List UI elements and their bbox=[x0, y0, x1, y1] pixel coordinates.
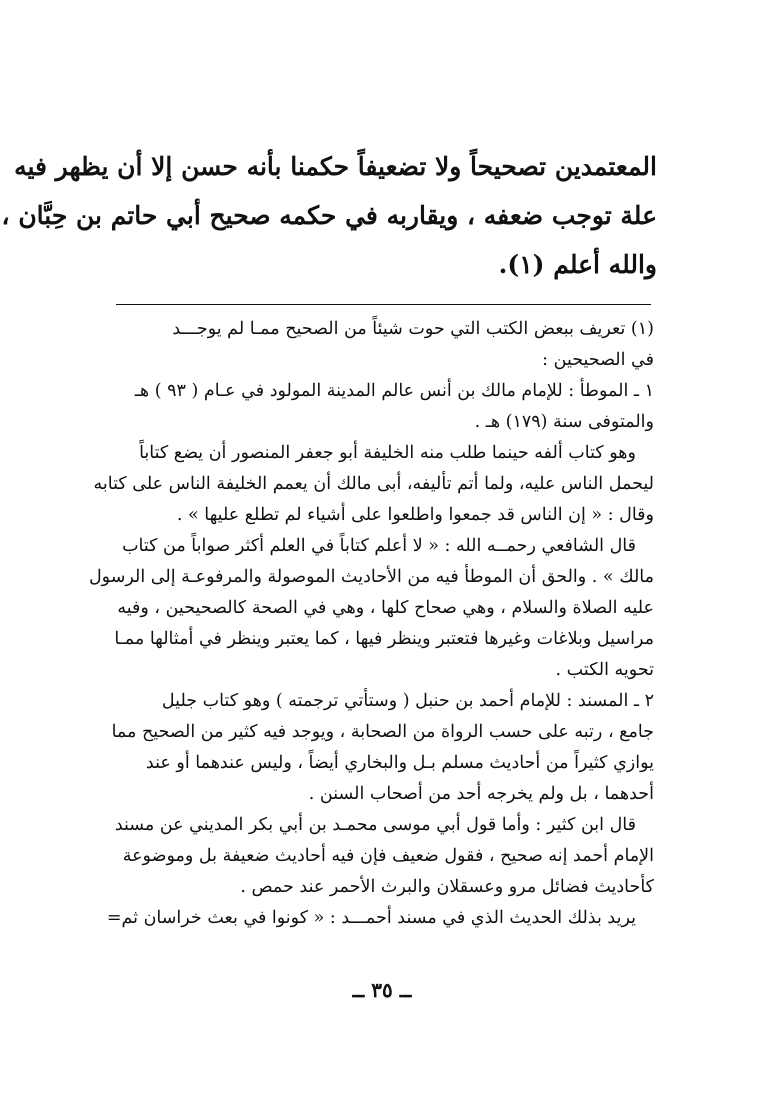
footnote-line: يوازي كثيراً من أحاديث مسلم بـل والبخاري أيضاً ، وليس عندهما أو عند bbox=[145, 753, 654, 773]
footnote-line: في الصحيحين : bbox=[542, 350, 654, 370]
footnote-line: مالك » . والحق أن الموطأ فيه من الأحاديث الموصولة والمرفوعـة إلى الرسول bbox=[88, 567, 654, 587]
footnote-line: وهو كتاب ألفه حينما طلب منه الخليفة أبو جعفر المنصور أن يضع كتاباً bbox=[139, 443, 636, 463]
footnote-line: يريد بذلك الحديث الذي في مسند أحمـــد : « كونوا في بعث خراسان ثم= bbox=[106, 908, 636, 928]
footnote-line: أحدهما ، بل ولم يخرجه أحد من أصحاب السنن . bbox=[308, 784, 654, 804]
footnote-divider bbox=[116, 304, 651, 305]
main-text-line: المعتمدين تصحيحاً ولا تضعيفاً حكمنا بأنه حسن إلا أن يظهر فيه bbox=[14, 152, 657, 181]
footnote-line: مراسيل وبلاغات وغيرها فتعتبر وينظر فيها ، كما يعتبر وينظر في أمثالها ممـا bbox=[114, 629, 654, 649]
footnote-line: قال ابن كثير : وأما قول أبي موسى محمـد بن أبي بكر المديني عن مسند bbox=[114, 815, 636, 835]
footnote-line: جامع ، رتبه على حسب الرواة من الصحابة ، ويوجد فيه كثير من الصحيح مما bbox=[111, 722, 654, 742]
footnote-line: وقال : « إن الناس قد جمعوا واطلعوا على أشياء لم تطلع عليها » . bbox=[176, 505, 654, 525]
main-text-block bbox=[1, 142, 657, 289]
footnote-line: ليحمل الناس عليه، ولما أتم تأليفه، أبى مالك أن يعمم الخليفة الناس على كتابه bbox=[93, 474, 654, 494]
footnote-line: تحويه الكتب . bbox=[555, 660, 654, 680]
footnote-line: عليه الصلاة والسلام ، وهي صحاح كلها ، وهي في الصحة كالصحيحين ، وفيه bbox=[117, 598, 654, 618]
footnote-line: كأحاديث فضائل مرو وعسقلان والبرث الأحمر عند حمص . bbox=[240, 877, 654, 897]
footnote-line: قال الشافعي رحمــه الله : « لا أعلم كتاباً في العلم أكثر صواباً من كتاب bbox=[122, 536, 636, 556]
footnote-line: (١) تعريف ببعض الكتب التي حوت شيئاً من الصحيح ممـا لم يوجـــد bbox=[172, 319, 654, 339]
footnote-line: ١ ـ الموطأ : للإمام مالك بن أنس عالم المدينة المولود في عـام ( ٩٣ ) هـ bbox=[134, 381, 654, 401]
footnote-line: الإمام أحمد إنه صحيح ، فقول ضعيف فإن فيه أحاديث ضعيفة بل وموضوعة bbox=[122, 846, 654, 866]
main-text-line: علة توجب ضعفه ، ويقاربه في حكمه صحيح أبي حاتم بن حِبَّان ، bbox=[1, 201, 657, 230]
footnotes-block bbox=[88, 314, 654, 934]
page-number: ــ ٣٥ ــ bbox=[352, 978, 412, 1002]
main-text-line: والله أعلم (١). bbox=[498, 250, 657, 279]
footnote-line: ٢ ـ المسند : للإمام أحمد بن حنبل ( وستأتي ترجمته ) وهو كتاب جليل bbox=[161, 691, 654, 711]
footnote-line: والمتوفى سنة (١٧٩) هـ . bbox=[474, 412, 654, 432]
